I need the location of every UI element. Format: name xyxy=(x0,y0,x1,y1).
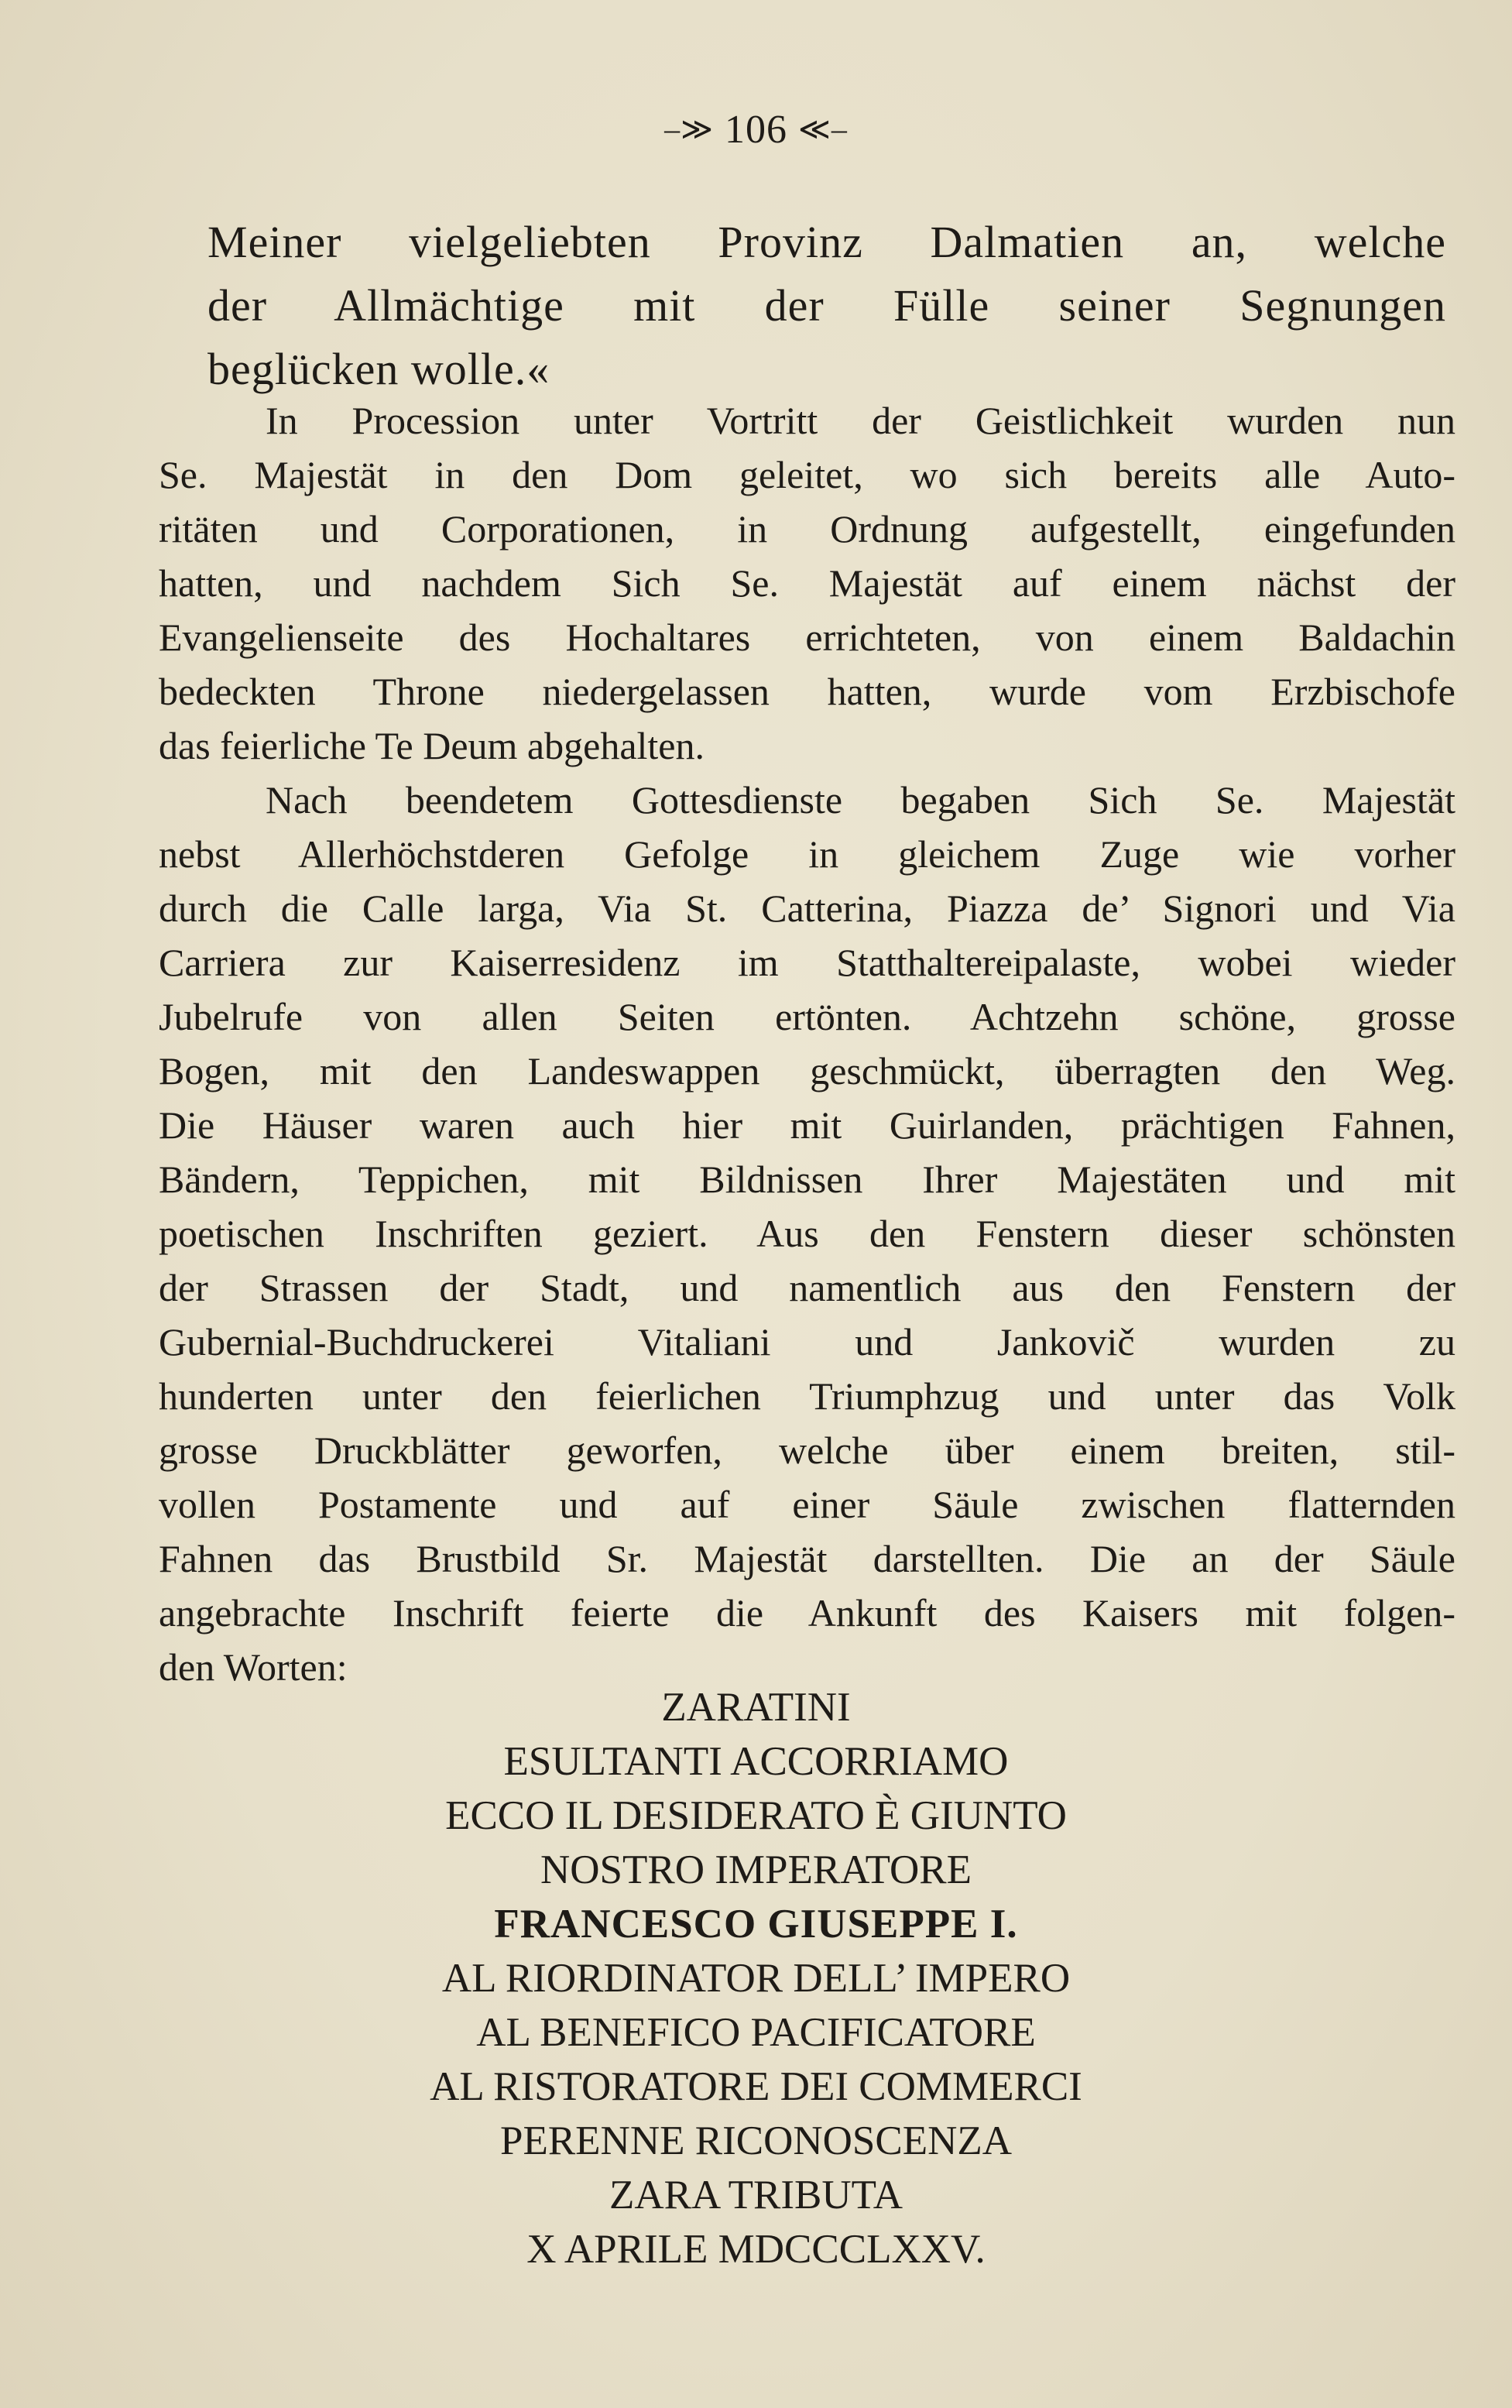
inscription-line: ESULTANTI ACCORRIAMO xyxy=(503,1739,1009,1784)
text-line: ritäten und Corporationen, in Ordnung aufgestellt, eingefunden xyxy=(159,507,1455,551)
text-line: beglücken wolle.« xyxy=(207,344,550,394)
paragraph-after-service xyxy=(159,773,1455,1694)
inscription-line: AL RISTORATORE DEI COMMERCI xyxy=(430,2064,1082,2109)
text-line: In Procession unter Vortritt der Geistlichkeit wurden nun xyxy=(266,399,1455,442)
inscription-line: NOSTRO IMPERATORE xyxy=(540,1847,972,1892)
text-line: Die Häuser waren auch hier mit Guirlanden, prächtigen Fahnen, xyxy=(159,1103,1455,1147)
paragraph-closing-quote xyxy=(207,211,1446,401)
text-line: hunderten unter den feierlichen Triumphzug und unter das Volk xyxy=(159,1374,1455,1418)
text-line: Se. Majestät in den Dom geleitet, wo sich bereits alle Auto- xyxy=(159,453,1455,496)
text-line: grosse Druckblätter geworfen, welche über einem breiten, stil- xyxy=(159,1429,1455,1472)
text-line: vollen Postamente und auf einer Säule zwischen flatternden xyxy=(159,1483,1455,1526)
page-number: 106 xyxy=(725,108,787,152)
text-line: das feierliche Te Deum abgehalten. xyxy=(159,724,705,767)
inscription-emperor-name: FRANCESCO GIUSEPPE I. xyxy=(494,1902,1018,1947)
text-line: Meiner vielgeliebten Provinz Dalmatien an, welche xyxy=(207,217,1446,267)
inscription-line: ZARATINI xyxy=(661,1685,851,1730)
text-line: Gubernial-Buchdruckerei Vitaliani und Jankovič wurden zu xyxy=(159,1320,1455,1364)
text-line: nebst Allerhöchstderen Gefolge in gleichem Zuge wie vorher xyxy=(159,832,1455,876)
inscription-line: PERENNE RICONOSCENZA xyxy=(499,2118,1013,2163)
inscription-date: X APRILE MDCCCLXXV. xyxy=(526,2227,986,2272)
text-line: der Strassen der Stadt, und namentlich aus den Fenstern der xyxy=(159,1266,1455,1309)
paragraph-procession xyxy=(159,393,1455,773)
inscription-line: AL RIORDINATOR DELL’ IMPERO xyxy=(441,1956,1071,2001)
text-line: poetischen Inschriften geziert. Aus den Fenstern dieser schönsten xyxy=(159,1212,1455,1255)
text-line: hatten, und nachdem Sich Se. Majestät auf einem nächst der xyxy=(159,561,1455,605)
text-line: angebrachte Inschrift feierte die Ankunft des Kaisers mit folgen- xyxy=(159,1591,1455,1634)
inscription-line: ZARA TRIBUTA xyxy=(609,2173,903,2218)
ornament-left: –≫ xyxy=(664,111,714,146)
text-line: Fahnen das Brustbild Sr. Majestät darstellten. Die an der Säule xyxy=(159,1537,1455,1580)
inscription-line: ECCO IL DESIDERATO È GIUNTO xyxy=(445,1793,1067,1838)
inscription xyxy=(0,1680,1512,2276)
page-header xyxy=(0,105,1512,155)
text-line: bedeckten Throne niedergelassen hatten, wurde vom Erzbischofe xyxy=(159,670,1455,713)
text-line: Bändern, Teppichen, mit Bildnissen Ihrer Majestäten und mit xyxy=(159,1158,1455,1201)
text-line: Bogen, mit den Landeswappen geschmückt, überragten den Weg. xyxy=(159,1049,1455,1093)
ornament-right: ≪– xyxy=(798,111,848,146)
body-text xyxy=(159,393,1455,1694)
text-line: Evangelienseite des Hochaltares errichteten, von einem Baldachin xyxy=(159,616,1455,659)
inscription-line: AL BENEFICO PACIFICATORE xyxy=(476,2010,1036,2055)
text-line: den Worten: xyxy=(159,1645,348,1689)
text-line: durch die Calle larga, Via St. Catterina, Piazza de’ Signori und Via xyxy=(159,887,1455,930)
text-line: der Allmächtige mit der Fülle seiner Segnungen xyxy=(207,280,1446,331)
text-line: Nach beendetem Gottesdienste begaben Sich Se. Majestät xyxy=(266,778,1455,822)
text-line: Jubelrufe von allen Seiten ertönten. Achtzehn schöne, grosse xyxy=(159,995,1455,1038)
text-line: Carriera zur Kaiserresidenz im Statthaltereipalaste, wobei wieder xyxy=(159,941,1455,984)
